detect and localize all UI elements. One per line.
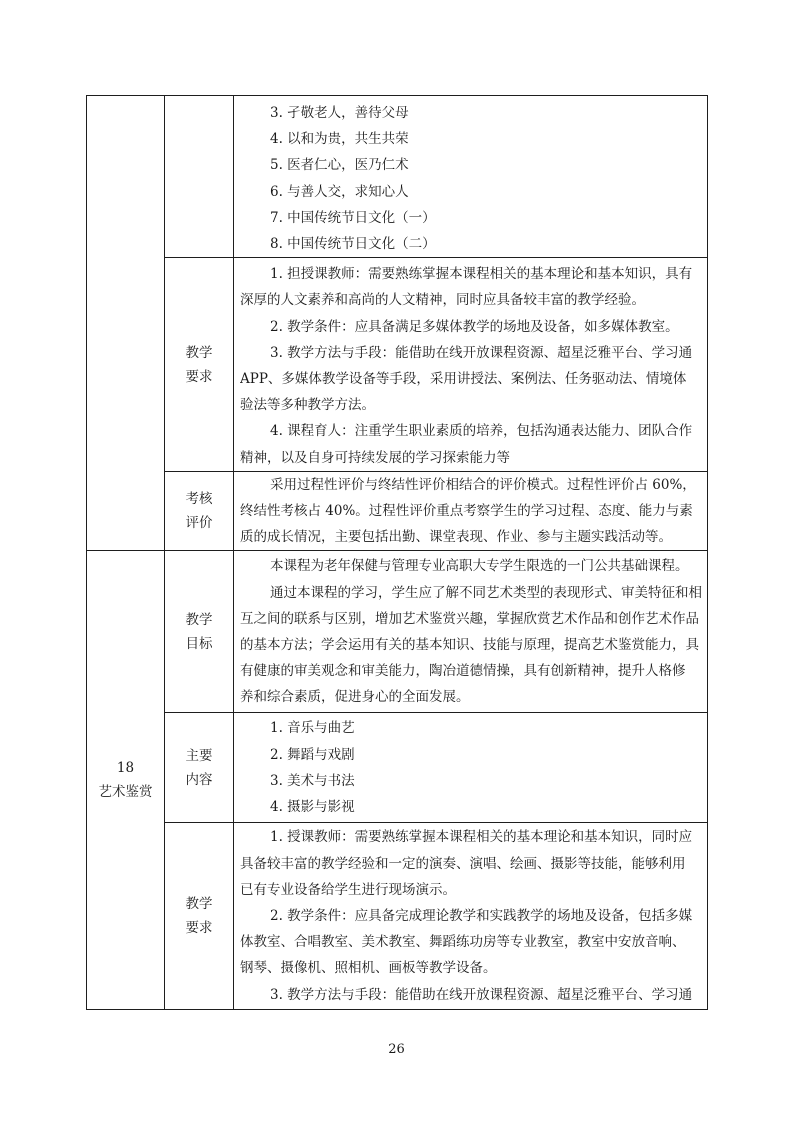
text-line: 3. 教学方法与手段：能借助在线开放课程资源、超星泛雅平台、学习通 [270,344,693,361]
text-line: 有健康的审美观念和审美能力，陶冶道德情操，具有创新精神，提升人格修 [240,663,686,680]
list-item: 2. 舞蹈与戏剧 [270,746,355,763]
text-line: 的基本方法；学会运用有关的基本知识、技能与原理，提高艺术鉴赏能力，具 [240,637,699,654]
text-line: 本课程为老年保健与管理专业高职大专学生限选的一门公共基础课程。 [270,558,689,575]
text-line: 互之间的联系与区别，增加艺术鉴赏兴趣，掌握欣赏艺术作品和创作艺术作品 [240,610,699,627]
list-item: 5. 医者仁心，医乃仁术 [270,157,409,174]
course-table [86,95,708,1010]
requirements-row-prev [87,258,708,472]
goal-row-18 [87,551,708,713]
text-line: 体教室、合唱教室、美术教室、舞蹈练功房等专业教室，教室中安放音响、 [240,934,686,951]
text-line: 养和综合素质，促进身心的全面发展。 [240,689,470,706]
text-line: 1. 授课教师：需要熟练掌握本课程相关的基本理论和基本知识，同时应 [270,829,693,846]
list-item: 1. 音乐与曲艺 [270,720,355,737]
goal-text-18 [234,551,708,713]
evaluation-text-prev [234,471,708,551]
text-line: 4. 课程育人：注重学生职业素质的培养，包括沟通表达能力、团队合作 [270,423,693,440]
content-row-prev [87,96,708,258]
text-line: 验法等多种教学方法。 [240,397,375,414]
course-cell-18 [87,551,165,1010]
text-line: 通过本课程的学习，学生应了解不同艺术类型的表现形式、审美特征和相 [270,584,702,601]
requirements-text-18 [234,823,708,1010]
content-row-18 [87,713,708,823]
content-label-18: 主要 内容 [165,713,234,823]
list-item: 3. 孑敬老人，善待父母 [270,105,409,121]
list-item: 8. 中国传统节日文化（二） [270,236,436,253]
text-line: 采用过程性评价与终结性评价相结合的评价模式。过程性评价占 60%， [270,476,696,493]
list-item: 4. 以和为贵，共生共荣 [270,131,409,148]
content-list-prev [234,96,708,258]
text-line: 1. 担授课教师：需要熟练掌握本课程相关的基本理论和基本知识，具有 [270,266,693,283]
requirements-label-prev: 教学 要求 [165,258,234,472]
evaluation-row-prev [87,471,708,551]
course-cell-prev [87,96,165,551]
content-list-18 [234,713,708,823]
requirements-label-18: 教学 要求 [165,823,234,1010]
course-number: 18 [116,760,135,777]
text-line: 精神，以及自身可持续发展的学习探索能力等 [240,449,510,466]
text-line: 3. 教学方法与手段：能借助在线开放课程资源、超星泛雅平台、学习通 [270,986,693,1003]
course-name: 艺术鉴赏 [98,784,153,801]
text-line: APP、多媒体教学设备等手段，采用讲授法、案例法、任务驱动法、情境体 [240,371,687,388]
goal-label-18: 教学 目标 [165,551,234,713]
text-line: 具备较丰富的教学经验和一定的演奏、演唱、绘画、摄影等技能，能够利用 [240,855,686,872]
list-item: 4. 摄影与影视 [270,799,355,816]
text-line: 2. 教学条件：应具备完成理论教学和实践教学的场地及设备，包括多媒 [270,908,693,925]
text-line: 钢琴、摄像机、照相机、画板等教学设备。 [240,960,497,977]
text-line: 深厚的人文素养和高尚的人文精神，同时应具备较丰富的教学经验。 [240,292,645,309]
text-line: 已有专业设备给学生进行现场演示。 [240,881,456,898]
page-number: 26 [388,1042,405,1057]
list-item: 7. 中国传统节日文化（一） [270,209,436,226]
text-line: 质的成长情况，主要包括出勤、课堂表现、作业、参与主题实践活动等。 [240,529,672,546]
text-line: 终结性考核占 40%。过程性评价重点考察学生的学习过程、态度、能力与素 [240,503,693,520]
list-item: 6. 与善人交，求知心人 [270,183,409,200]
evaluation-label-prev: 考核 评价 [165,471,234,551]
text-line: 2. 教学条件：应具备满足多媒体教学的场地及设备，如多媒体教室。 [270,318,679,335]
requirements-row-18 [87,823,708,1010]
requirements-text-prev [234,258,708,472]
list-item: 3. 美术与书法 [270,772,355,789]
label-cell-empty [165,96,234,258]
